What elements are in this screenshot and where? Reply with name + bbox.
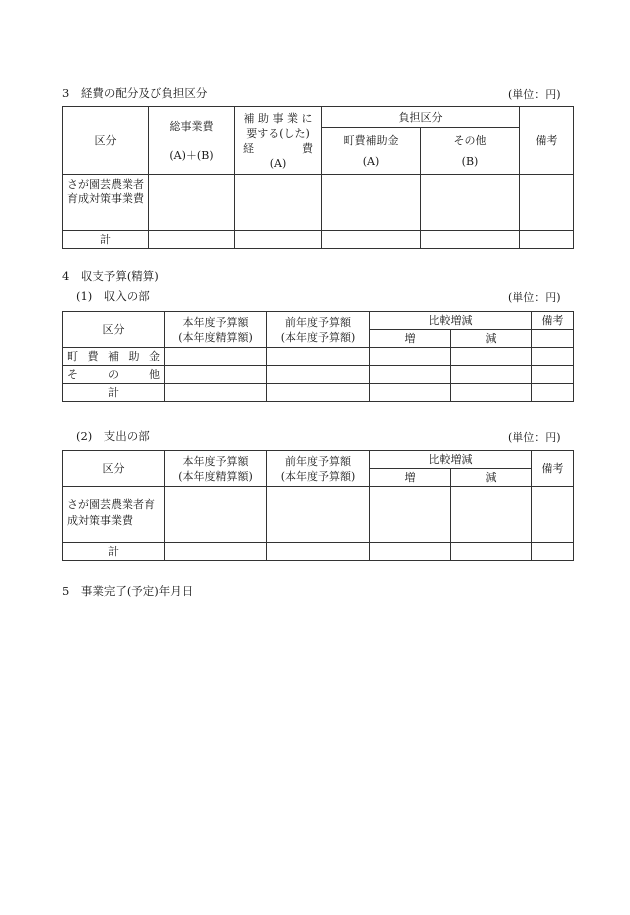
cell-input[interactable] bbox=[370, 487, 451, 543]
header-this-year bbox=[165, 312, 267, 348]
header-compare: 比較増減 bbox=[370, 451, 532, 469]
header-decrease: 減 bbox=[451, 469, 532, 487]
cell-input[interactable] bbox=[322, 175, 421, 231]
cell-input[interactable] bbox=[149, 175, 235, 231]
cell-input[interactable] bbox=[370, 384, 451, 402]
header-prev-year bbox=[267, 451, 370, 487]
cell-input[interactable] bbox=[520, 231, 574, 249]
cell-input[interactable] bbox=[267, 487, 370, 543]
cell-input[interactable] bbox=[165, 366, 267, 384]
header-futan: 負担区分 bbox=[322, 107, 520, 128]
cell-input[interactable] bbox=[149, 231, 235, 249]
cell-input[interactable] bbox=[451, 348, 532, 366]
header-other-line2: (B) bbox=[461, 155, 479, 168]
cell-input[interactable] bbox=[322, 231, 421, 249]
header-other-line1: その他 bbox=[453, 134, 487, 147]
cell-input[interactable] bbox=[532, 330, 574, 348]
header-kubun: 区分 bbox=[63, 312, 165, 348]
header-decrease: 減 bbox=[451, 330, 532, 348]
header-biko: 備考 bbox=[532, 451, 574, 487]
header-increase: 増 bbox=[370, 330, 451, 348]
income-table bbox=[62, 311, 574, 402]
cell-input[interactable] bbox=[532, 366, 574, 384]
cell-input[interactable] bbox=[370, 543, 451, 561]
header-subsidy-cost bbox=[235, 107, 322, 175]
header-compare: 比較増減 bbox=[370, 312, 532, 330]
cell-input[interactable] bbox=[421, 231, 520, 249]
cell-input[interactable] bbox=[165, 348, 267, 366]
cell-input[interactable] bbox=[267, 366, 370, 384]
cell-input[interactable] bbox=[370, 348, 451, 366]
header-prev-year-line1: 前年度予算額 bbox=[285, 454, 351, 468]
cell-input[interactable] bbox=[165, 487, 267, 543]
cell-input[interactable] bbox=[532, 348, 574, 366]
header-hojo-line3a: 経 bbox=[243, 141, 254, 155]
cell-input[interactable] bbox=[165, 543, 267, 561]
cell-input[interactable] bbox=[421, 175, 520, 231]
header-town-line2: (A) bbox=[362, 155, 380, 168]
header-this-year-line1: 本年度予算額 bbox=[182, 454, 249, 468]
expense-unit: (単位：円) bbox=[508, 431, 561, 444]
cell-input[interactable] bbox=[451, 366, 532, 384]
header-prev-year-line2: (本年度予算額) bbox=[280, 330, 356, 344]
header-hojo-line2: 要する(した) bbox=[246, 126, 310, 140]
cell-input[interactable] bbox=[165, 384, 267, 402]
cell-input[interactable] bbox=[532, 543, 574, 561]
header-town-subsidy bbox=[322, 128, 421, 175]
cell-input[interactable] bbox=[267, 384, 370, 402]
header-town-line1: 町費補助金 bbox=[343, 134, 399, 147]
cell-input[interactable] bbox=[451, 384, 532, 402]
header-this-year-line2: (本年度精算額) bbox=[178, 469, 253, 483]
header-this-year bbox=[165, 451, 267, 487]
section3-heading: 3 経費の配分及び負担区分 bbox=[62, 86, 208, 100]
row-label: さが園芸農業者育成対策事業費 bbox=[63, 175, 149, 231]
expense-heading: (2) 支出の部 bbox=[76, 429, 150, 443]
cell-input[interactable] bbox=[532, 384, 574, 402]
header-prev-year bbox=[267, 312, 370, 348]
header-kubun: 区分 bbox=[63, 451, 165, 487]
cell-input[interactable] bbox=[235, 175, 322, 231]
row-label-other: その他 bbox=[63, 366, 165, 384]
header-total-line1: 総事業費 bbox=[169, 119, 214, 133]
row-label-town-subsidy: 町費補助金 bbox=[63, 348, 165, 366]
cell-input[interactable] bbox=[451, 543, 532, 561]
cell-input[interactable] bbox=[267, 543, 370, 561]
total-label: 計 bbox=[63, 384, 165, 402]
total-label: 計 bbox=[63, 543, 165, 561]
section3-unit: (単位：円) bbox=[508, 88, 561, 101]
header-increase: 増 bbox=[370, 469, 451, 487]
cell-input[interactable] bbox=[235, 231, 322, 249]
header-total-cost bbox=[149, 107, 235, 175]
row-label: さが園芸農業者育成対策事業費 bbox=[63, 487, 165, 543]
header-kubun: 区分 bbox=[63, 107, 149, 175]
expense-allocation-table bbox=[62, 106, 574, 249]
header-hojo-line1: 補 助 事 業 に bbox=[243, 111, 313, 125]
header-biko: 備考 bbox=[520, 107, 574, 175]
header-other bbox=[421, 128, 520, 175]
cell-input[interactable] bbox=[532, 487, 574, 543]
header-prev-year-line1: 前年度予算額 bbox=[285, 315, 351, 329]
header-hojo-line4: (A) bbox=[269, 156, 287, 170]
cell-input[interactable] bbox=[370, 366, 451, 384]
header-biko: 備考 bbox=[532, 312, 574, 330]
cell-input[interactable] bbox=[451, 487, 532, 543]
section5-heading: 5 事業完了(予定)年月日 bbox=[62, 584, 194, 598]
income-heading: (1) 収入の部 bbox=[76, 289, 150, 303]
header-prev-year-line2: (本年度予算額) bbox=[280, 469, 356, 483]
cell-input[interactable] bbox=[267, 348, 370, 366]
header-hojo-line3b: 費 bbox=[302, 141, 313, 155]
cell-input[interactable] bbox=[520, 175, 574, 231]
section4-heading: 4 収支予算(精算) bbox=[62, 269, 159, 283]
header-this-year-line2: (本年度精算額) bbox=[178, 330, 253, 344]
total-label: 計 bbox=[63, 231, 149, 249]
expenditure-table bbox=[62, 450, 574, 561]
income-unit: (単位：円) bbox=[508, 291, 561, 304]
header-total-line2: (A)＋(B) bbox=[169, 148, 214, 162]
header-this-year-line1: 本年度予算額 bbox=[182, 315, 249, 329]
